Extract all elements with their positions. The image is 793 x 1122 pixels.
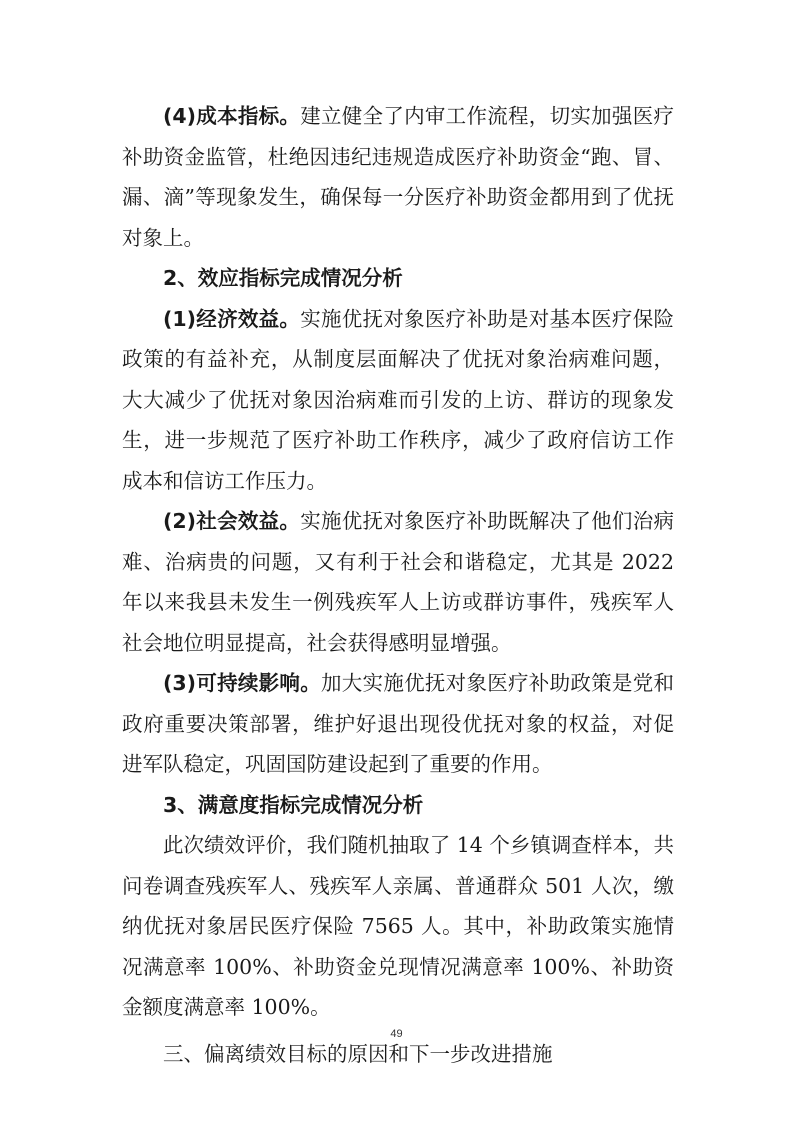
paragraph-sustainable-impact	[122, 663, 674, 785]
paragraph-satisfaction-survey	[122, 825, 674, 1028]
paragraph-social-benefit	[122, 501, 674, 663]
paragraph-text: 实施优抚对象医疗补助是对基本医疗保险政策的有益补充，从制度层面解决了优抚对象治病难问题，大大减少了优抚对象因治病难而引发的上访、群访的现象发生，进一步规范了医疗补助工作秩序，减少了政府信访工作成本和信访工作压力。	[122, 306, 674, 493]
document-body	[122, 96, 674, 1074]
paragraph-text: 实施优抚对象医疗补助既解决了他们治病难、治病贵的问题，又有利于社会和谐稳定，尤其是 2022 年以来我县未发生一例残疾军人上访或群访事件，残疾军人社会地位明显提高，社会获得感明显增强。	[122, 509, 674, 655]
paragraph-lead: (4)成本指标。	[163, 104, 301, 128]
paragraph-lead: (1)经济效益。	[163, 306, 301, 331]
page-number: 49	[390, 1028, 403, 1040]
section-heading-deviation: 三、偏离绩效目标的原因和下一步改进措施	[163, 1041, 553, 1066]
heading-satisfaction-indicators: 3、满意度指标完成情况分析	[163, 792, 424, 817]
paragraph-text: 加大实施优抚对象医疗补助政策是党和政府重要决策部署，维护好退出现役优抚对象的权益，对促进军队稳定，巩固国防建设起到了重要的作用。	[122, 671, 674, 776]
paragraph-lead: (2)社会效益。	[163, 509, 301, 533]
paragraph-cost-indicator	[122, 96, 674, 258]
heading-effect-indicators: 2、效应指标完成情况分析	[163, 266, 403, 290]
paragraph-lead: (3)可持续影响。	[163, 671, 321, 695]
paragraph-economic-benefit	[122, 299, 674, 502]
paragraph-text: 建立健全了内审工作流程，切实加强医疗补助资金监管，杜绝因违纪违规造成医疗补助资金“跑、冒、漏、滴”等现象发生，确保每一分医疗补助资金都用到了优抚对象上。	[122, 104, 674, 250]
paragraph-text: 此次绩效评价，我们随机抽取了 14 个乡镇调查样本，共问卷调查残疾军人、残疾军人亲属、普通群众 501 人次，缴纳优抚对象居民医疗保险 7565 人。其中，补助政策实施情况满意率 100%、补助资金兑现情况满意率 100%、补助资金额度满意率 100%。	[122, 833, 674, 1019]
